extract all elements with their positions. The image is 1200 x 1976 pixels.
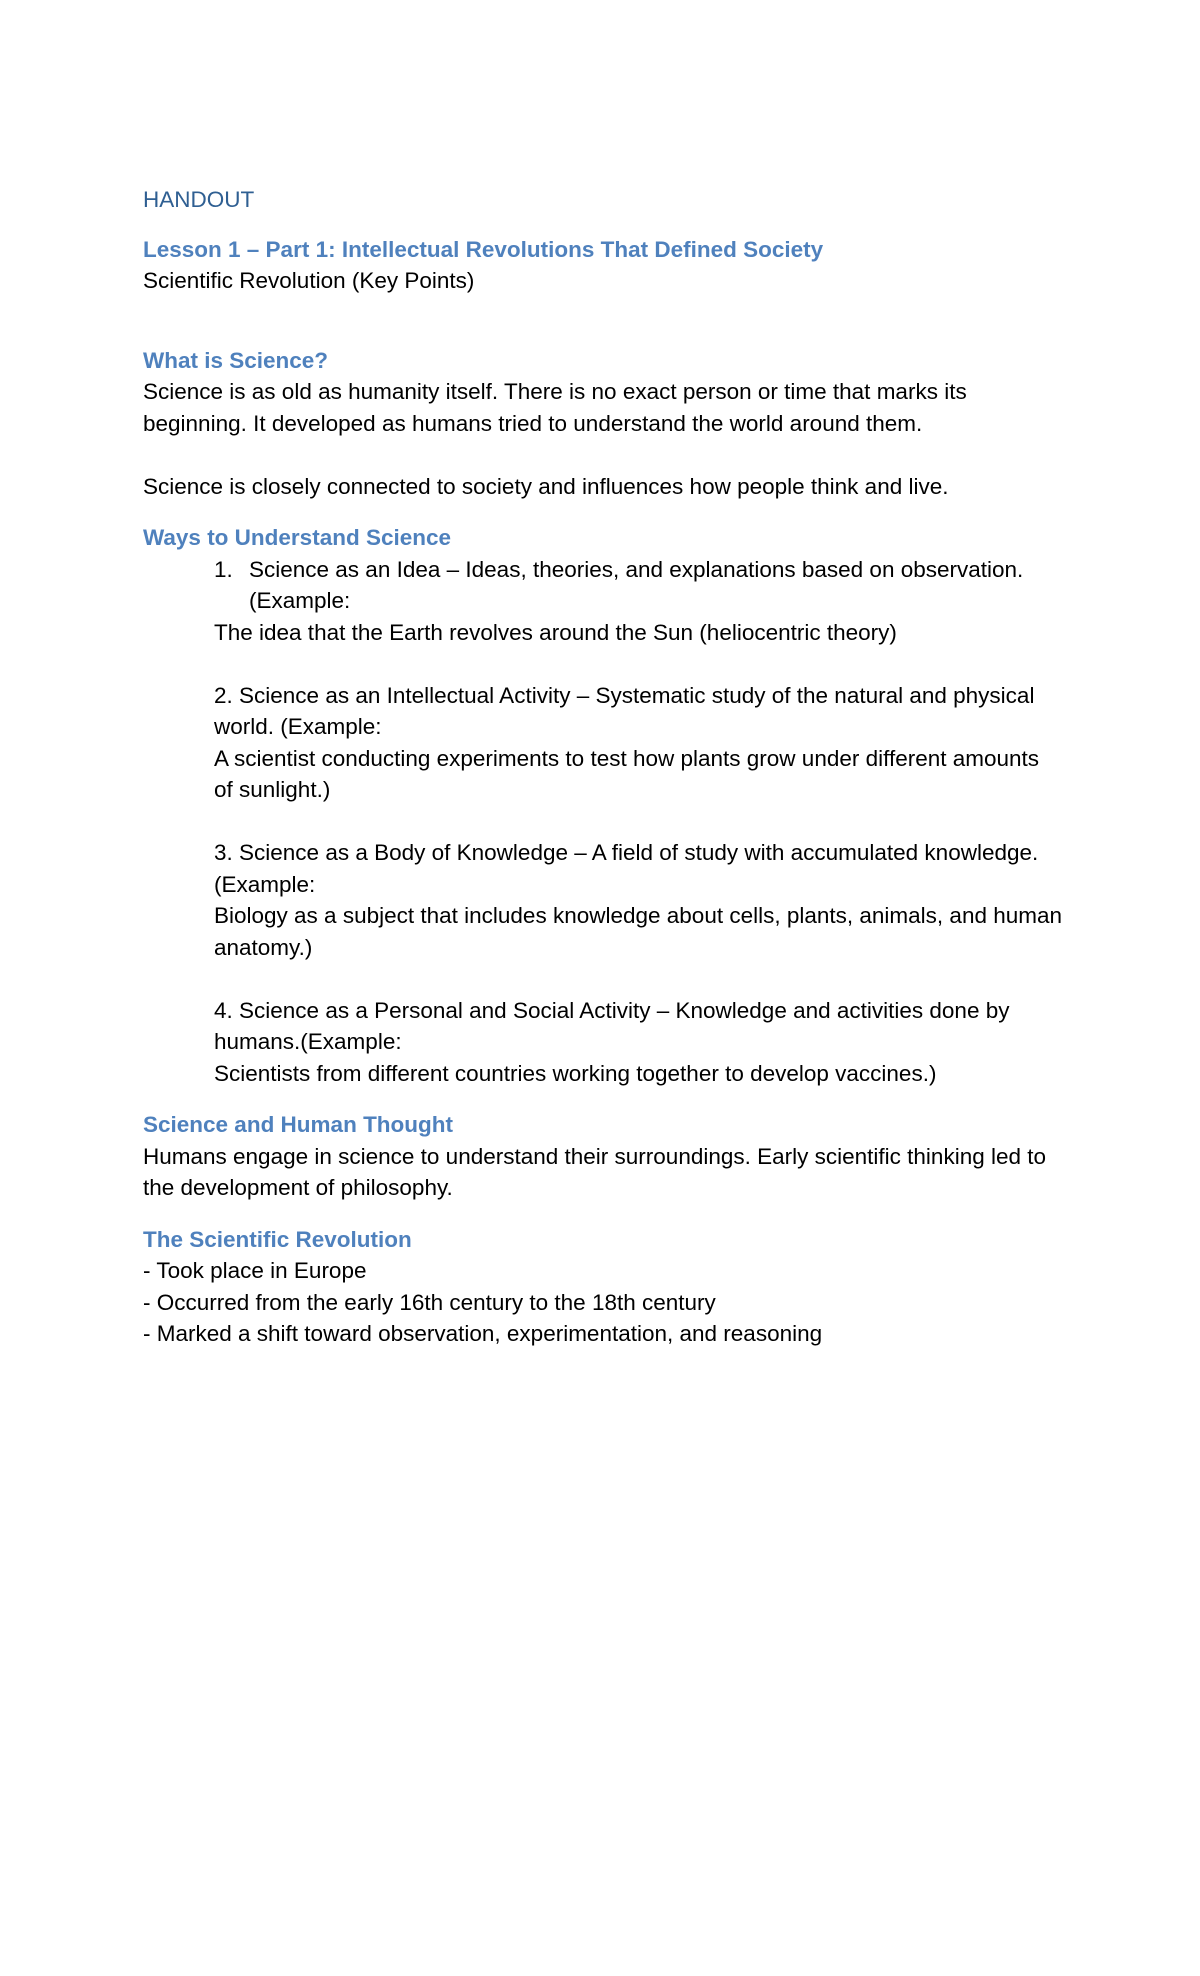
handout-label: HANDOUT	[143, 187, 255, 212]
what-is-science-paragraph-2: Science is closely connected to society and influences how people think and live.	[143, 473, 949, 499]
lesson-title: Lesson 1 – Part 1: Intellectual Revolutions That Defined Society	[143, 236, 824, 262]
revolution-point-1: - Took place in Europe	[143, 1258, 367, 1283]
spacer	[143, 439, 1063, 471]
section-heading-what-is-science: What is Science?	[143, 347, 329, 373]
ways-item-1-example: The idea that the Earth revolves around the Sun (heliocentric theory)	[214, 619, 897, 645]
ways-item-3-text: 3. Science as a Body of Knowledge – A field of study with accumulated knowledge.(Example:	[214, 840, 1039, 897]
human-thought-paragraph: Humans engage in science to understand their surroundings. Early scientific thinking led to the development of philosophy.	[143, 1143, 1047, 1200]
spacer	[143, 806, 1063, 838]
ways-item-1	[143, 554, 1063, 617]
section-heading-scientific-revolution: The Scientific Revolution	[143, 1226, 412, 1252]
what-is-science-paragraph-1: Science is as old as humanity itself. There is no exact person or time that marks its beginning. It developed as humans tried to understand the world around them.	[143, 379, 967, 436]
section-heading-ways: Ways to Understand Science	[143, 525, 452, 550]
ways-item-1-text: Science as an Idea – Ideas, theories, and explanations based on observation. (Example:	[249, 556, 1024, 613]
section-heading-human-thought: Science and Human Thought	[143, 1112, 454, 1137]
lesson-subtitle: Scientific Revolution (Key Points)	[143, 268, 475, 293]
ways-item-3-example: Biology as a subject that includes knowledge about cells, plants, animals, and human anatomy.)	[214, 903, 1063, 960]
revolution-point-3: - Marked a shift toward observation, experimentation, and reasoning	[143, 1321, 823, 1346]
ways-item-2-text: 2. Science as an Intellectual Activity – Systematic study of the natural and physical world. (Example:	[214, 682, 1035, 739]
ways-item-4-example: Scientists from different countries working together to develop vaccines.)	[214, 1060, 937, 1086]
spacer	[143, 648, 1063, 680]
ways-item-4-text: 4. Science as a Personal and Social Activity – Knowledge and activities done by humans.(Example:	[214, 997, 1010, 1054]
spacer	[143, 963, 1063, 995]
ways-item-2-example: A scientist conducting experiments to test how plants grow under different amounts of sunlight.)	[214, 745, 1040, 802]
ways-item-1-number: 1.	[214, 556, 233, 582]
revolution-point-2: - Occurred from the early 16th century to the 18th century	[143, 1289, 716, 1315]
handout-page	[143, 184, 1063, 1350]
